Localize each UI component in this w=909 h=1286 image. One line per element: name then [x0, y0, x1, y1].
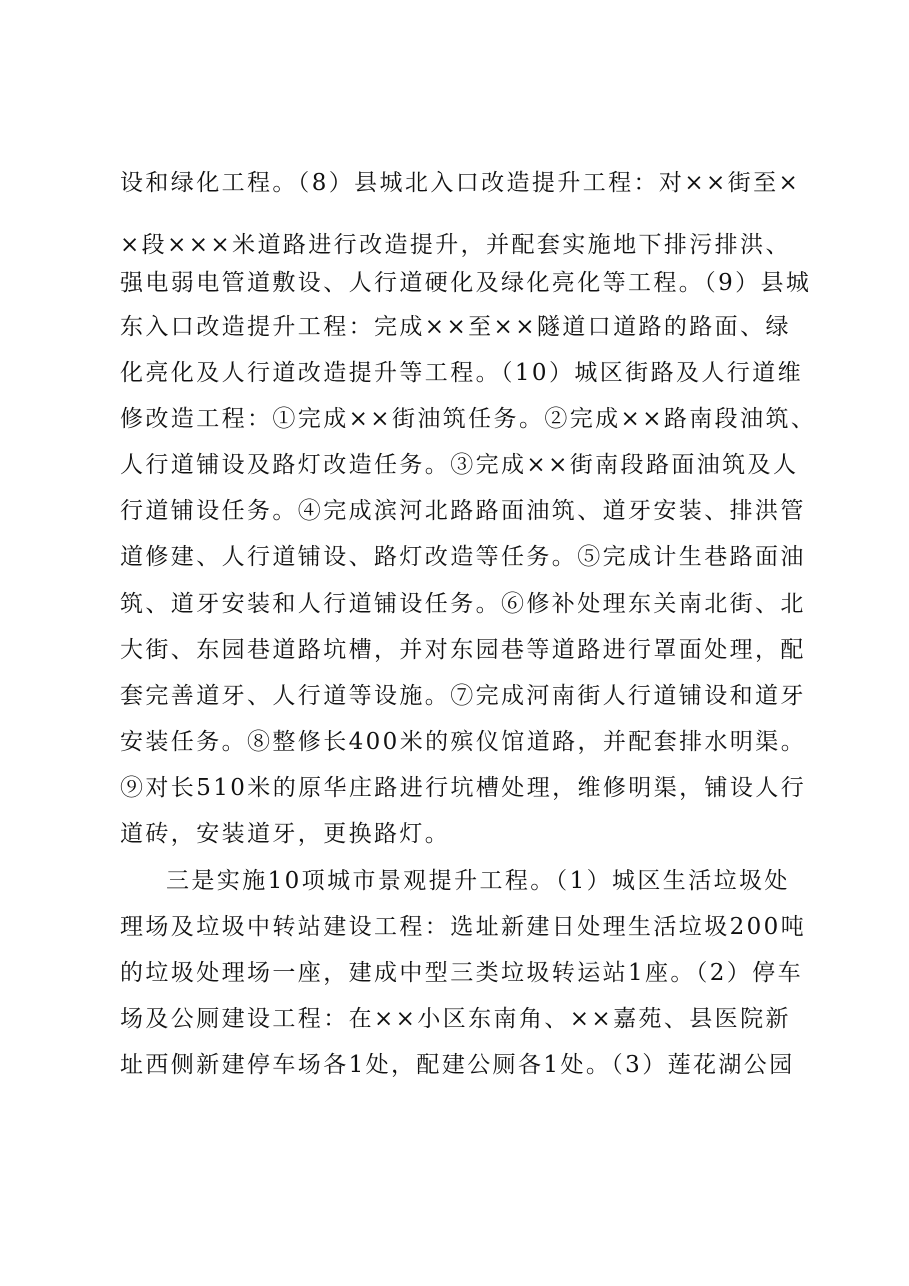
paragraph-line: 套完善道牙、人行道等设施。⑦完成河南街人行道铺设和道牙: [120, 683, 806, 709]
paragraph-line: 修改造工程：①完成××街油筑任务。②完成××路南段油筑、: [120, 406, 817, 432]
paragraph-line: 强电弱电管道敷设、人行道硬化及绿化亮化等工程。（9）县城: [120, 270, 812, 296]
paragraph-line: 安装任务。⑧整修长400米的殡仪馆道路，并配套排水明渠。: [120, 729, 807, 755]
paragraph-line: 东入口改造提升工程：完成××至××隧道口道路的路面、绿: [120, 314, 791, 340]
paragraph-line: 设和绿化工程。（8）县城北入口改造提升工程：对××街至×: [120, 170, 801, 196]
paragraph-line: 行道铺设任务。④完成滨河北路路面油筑、道牙安装、排洪管: [120, 498, 806, 524]
paragraph-line: ⑨对长510米的原华庄路进行坑槽处理，维修明渠，铺设人行: [120, 775, 807, 801]
paragraph-line: 道砖，安装道牙，更换路灯。: [120, 821, 451, 847]
paragraph-line: 的垃圾处理场一座，建成中型三类垃圾转运站1座。（2）停车: [120, 960, 803, 986]
paragraph-line: ×段×××米道路进行改造提升，并配套实施地下排污排洪、: [120, 232, 791, 258]
paragraph-line: 筑、道牙安装和人行道铺设任务。⑥修补处理东关南北街、北: [120, 591, 806, 617]
paragraph-line: 化亮化及人行道改造提升等工程。（10）城区街路及人行道维: [120, 360, 803, 386]
paragraph-line: 人行道铺设及路灯改造任务。③完成××街南段路面油筑及人: [120, 452, 799, 478]
paragraph-line: 场及公厕建设工程：在××小区东南角、××嘉苑、县医院新: [120, 1006, 791, 1032]
paragraph-line: 址西侧新建停车场各1处，配建公厕各1处。（3）莲花湖公园: [120, 1052, 795, 1078]
paragraph-line: 理场及垃圾中转站建设工程：选址新建日处理生活垃圾200吨: [120, 914, 807, 940]
paragraph-line: 大街、东园巷道路坑槽，并对东园巷等道路进行罩面处理，配: [120, 637, 806, 663]
paragraph-first-line: 三是实施10项城市景观提升工程。（1）城区生活垃圾处: [166, 868, 790, 894]
paragraph-line: 道修建、人行道铺设、路灯改造等任务。⑤完成计生巷路面油: [120, 544, 806, 570]
